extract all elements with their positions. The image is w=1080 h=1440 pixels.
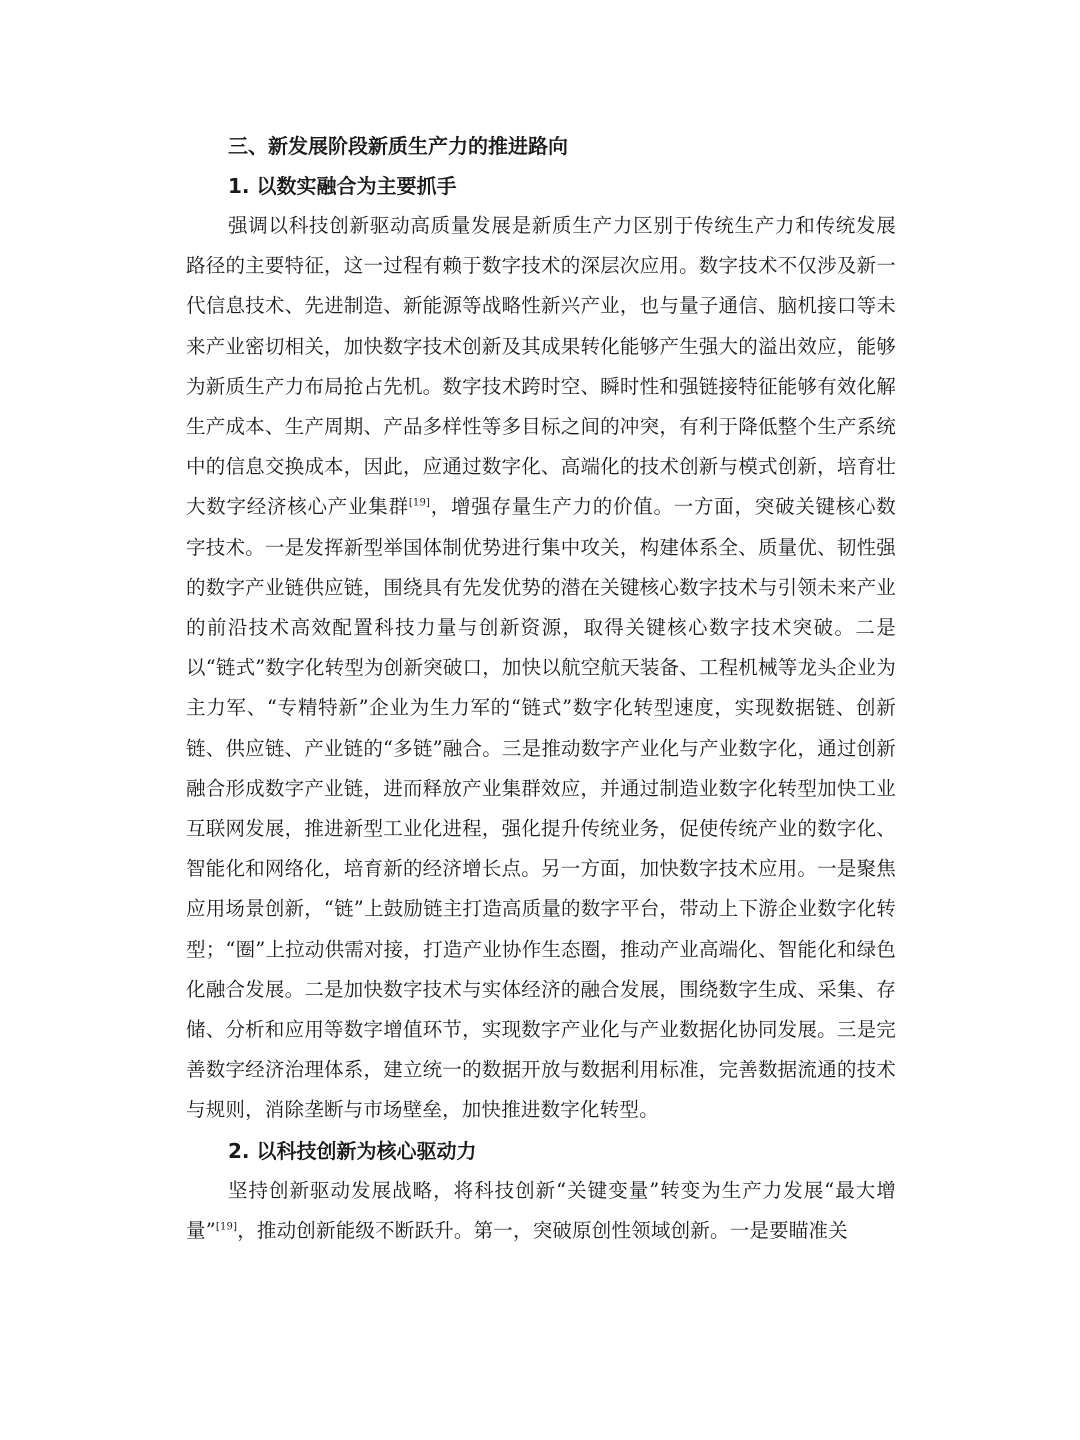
section-heading: 三、新发展阶段新质生产力的推进路向 xyxy=(228,134,568,158)
citation-19: [19] xyxy=(215,1221,238,1233)
subsection-heading-2: 2. 以科技创新为核心驱动力 xyxy=(228,1138,477,1163)
paragraph-2-text-a: 坚持创新驱动发展战略，将科技创新“关键变量”转变为生产力发展“最大增量” xyxy=(186,1178,896,1242)
paragraph-2-text-b: ，推动创新能级不断跃升。第一，突破原创性领域创新。一是要瞄准关 xyxy=(237,1218,848,1242)
paragraph-1-text-a: 强调以科技创新驱动高质量发展是新质生产力区别于传统生产力和传统发展路径的主要特征，这一过程有赖于数字技术的深层次应用。数字技术不仅涉及新一代信息技术、先进制造、新能源等战略性新兴产业，也与量子通信、脑机接口等未来产业密切相关，加快数字技术创新及其成果转化能够产生强大的溢出效应，能够为新质生产力布局抢占先机。数字技术跨时空、瞬时性和强链接特征能够有效化解生产成本、生产周期、产品多样性等多目标之间的冲突，有利于降低整个生产系统中的信息交换成本，因此，应通过数字化、高端化的技术创新与模式创新，培育壮大数字经济核心产业集群 xyxy=(186,214,896,519)
paragraph-1 xyxy=(186,206,896,1131)
paragraph-1-text-b: ，增强存量生产力的价值。一方面，突破关键核心数字技术。一是发挥新型举国体制优势进行集中攻关，构建体系全、质量优、韧性强的数字产业链供应链，围绕具有先发优势的潜在关键核心数字技术与引领未来产业的前沿技术高效配置科技力量与创新资源，取得关键核心数字技术突破。二是以“链式”数字化转型为创新突破口，加快以航空航天装备、工程机械等龙头企业为主力军、“专精特新”企业为生力军的“链式”数字化转型速度，实现数据链、创新链、供应链、产业链的“多链”融合。三是推动数字产业化与产业数字化，通过创新融合形成数字产业链，进而释放产业集群效应，并通过制造业数字化转型加快工业互联网发展，推进新型工业化进程，强化提升传统业务，促使传统产业的数字化、智能化和网络化，培育新的经济增长点。另一方面，加快数字技术应用。一是聚焦应用场景创新，“链”上鼓励链主打造高质量的数字平台，带动上下游企业数字化转型；“圈”上拉动供需对接，打造产业协作生态圈，推动产业高端化、智能化和绿色化融合发展。二是加快数字技术与实体经济的融合发展，围绕数字生成、采集、存储、分析和应用等数字增值环节，实现数字产业化与产业数据化协同发展。三是完善数字经济治理体系，建立统一的数据开放与数据利用标准，完善数据流通的技术与规则，消除垄断与市场壁垒，加快推进数字化转型。 xyxy=(186,495,896,1122)
document-page xyxy=(186,126,896,1251)
citation-19: [19] xyxy=(408,497,431,509)
subsection-heading-1: 1. 以数实融合为主要抓手 xyxy=(228,174,457,198)
paragraph-2 xyxy=(186,1171,896,1251)
